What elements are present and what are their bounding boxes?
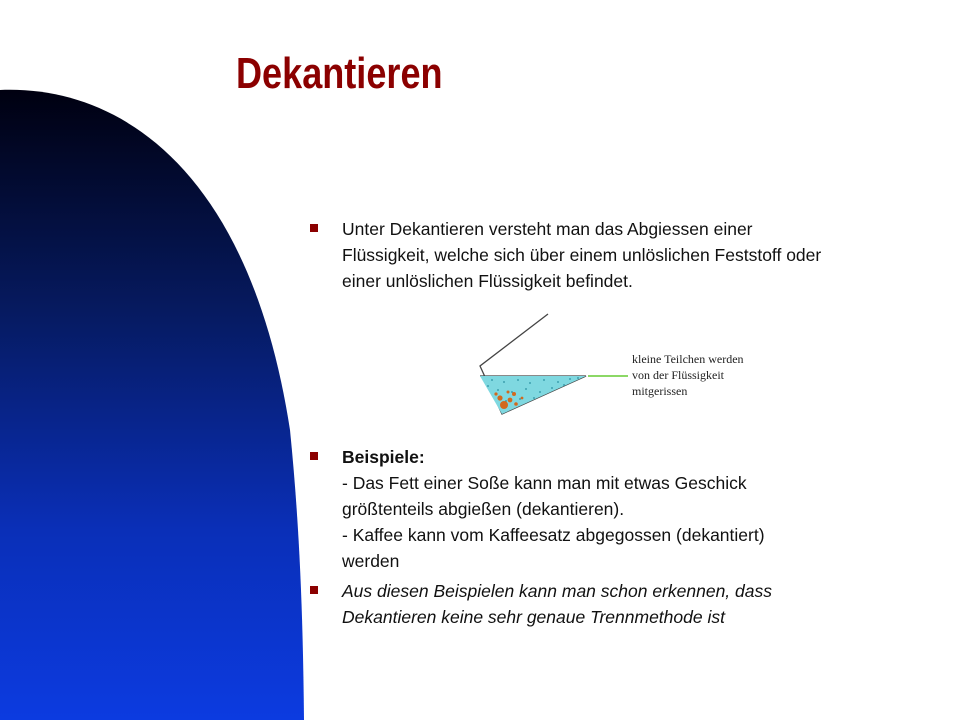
bullet-2-line: größtenteils abgießen (dekantieren). — [342, 499, 625, 519]
annotation-line: mitgerissen — [632, 384, 688, 398]
bullet-2-line: - Das Fett einer Soße kann man mit etwas Geschick — [342, 473, 747, 493]
bullet-1-line: einer unlöslichen Flüssigkeit befindet. — [342, 271, 633, 291]
blue-arc-shape — [0, 90, 304, 720]
annotation-line: kleine Teilchen werden — [632, 352, 744, 366]
decanting-diagram — [470, 306, 790, 418]
bullet-marker — [310, 586, 318, 594]
examples-heading: Beispiele: — [342, 447, 425, 467]
bullet-2-line: - Kaffee kann vom Kaffeesatz abgegossen (dekantiert) — [342, 525, 765, 545]
bullet-marker — [310, 452, 318, 460]
bullet-marker — [310, 224, 318, 232]
bullet-1-line: Unter Dekantieren versteht man das Abgiessen einer — [342, 219, 753, 239]
bullet-3-text — [342, 578, 942, 630]
bullet-3-line: Dekantieren keine sehr genaue Trennmethode ist — [342, 607, 725, 627]
bullet-3-line: Aus diesen Beispielen kann man schon erkennen, dass — [342, 581, 772, 601]
page-title: Dekantieren — [236, 49, 443, 98]
bullet-1-line: Flüssigkeit, welche sich über einem unlöslichen Feststoff oder — [342, 245, 822, 265]
annotation-line: von der Flüssigkeit — [632, 368, 724, 382]
bullet-2-text — [342, 444, 942, 574]
bullet-2-line: werden — [342, 551, 400, 571]
bullet-1-text — [342, 216, 942, 294]
